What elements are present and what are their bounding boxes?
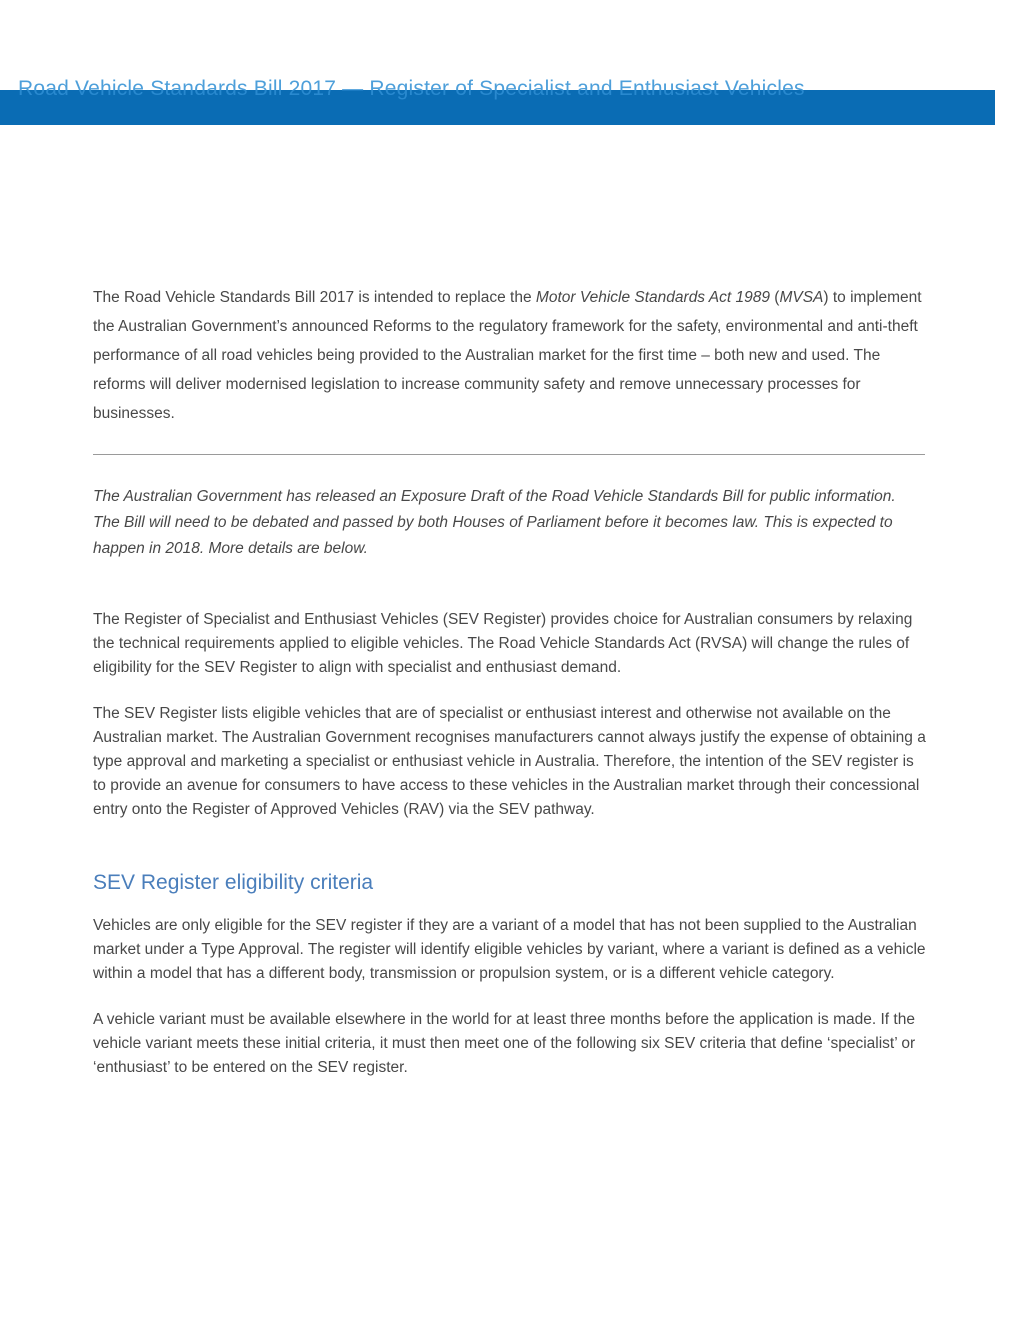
intro-paragraph <box>93 283 926 428</box>
sev-register-paragraph-1: The Register of Specialist and Enthusiast Vehicles (SEV Register) provides choice for Australian consumers by relaxing the technical requirements applied to eligible vehicles. The Road Vehicle Standards Act (RVSA) will change the rules of eligibility for the SEV Register to align with specialist and enthusiast demand. <box>93 611 913 676</box>
top-spacer <box>93 0 926 283</box>
criteria-paragraph-1: Vehicles are only eligible for the SEV register if they are a variant of a model that has not been supplied to the Australian market under a Type Approval. The register will identify eligible vehicles by variant, where a variant is defined as a vehicle within a model that has a different body, transmission or propulsion system, or is a different vehicle category. <box>93 917 926 982</box>
sev-register-paragraph-2: The SEV Register lists eligible vehicles that are of specialist or enthusiast interest and otherwise not available on the Australian market. The Australian Government recognises manufacturers cannot always justify the expense of obtaining a type approval and marketing a specialist or enthusiast vehicle in Australia. Therefore, the intention of the SEV register is to provide an avenue for consumers to have access to these vehicles in the Australian market through their concessional entry onto the Register of Approved Vehicles (RAV) via the SEV pathway. <box>93 705 926 818</box>
intro-italic-act-name: Motor Vehicle Standards Act 1989 <box>535 289 770 306</box>
section-heading-sev-eligibility: SEV Register eligibility criteria <box>93 871 374 894</box>
intro-text-part-3: ) to implement the Australian Government’s announced Reforms to the regulatory framework for the safety, environmental and anti-theft performance of all road vehicles being provided to the Australian market for the first time – both new and used. The reforms will deliver modernised legislation to increase community safety and remove unnecessary processes for businesses. <box>93 289 922 422</box>
horizontal-divider <box>93 454 925 455</box>
exposure-draft-note: The Australian Government has released an Exposure Draft of the Road Vehicle Standards Bill for public information. The Bill will need to be debated and passed by both Houses of Parliament before it becomes law. This is expected to happen in 2018. More details are below. <box>93 488 896 557</box>
intro-text-part-2: ( <box>769 289 780 306</box>
intro-text-part-1: The Road Vehicle Standards Bill 2017 is intended to replace the <box>93 289 536 306</box>
banner-title-text: Road Vehicle Standards Bill 2017 — Register of Specialist and Enthusiast Vehicles <box>18 77 805 100</box>
intro-italic-abbreviation: MVSA <box>779 289 824 306</box>
document-body <box>93 0 926 1080</box>
criteria-paragraph-2: A vehicle variant must be available elsewhere in the world for at least three months before the application is made. If the vehicle variant meets these initial criteria, it must then meet one of the following six SEV criteria that define ‘specialist’ or ‘enthusiast’ to be entered on the SEV register. <box>93 1011 916 1076</box>
